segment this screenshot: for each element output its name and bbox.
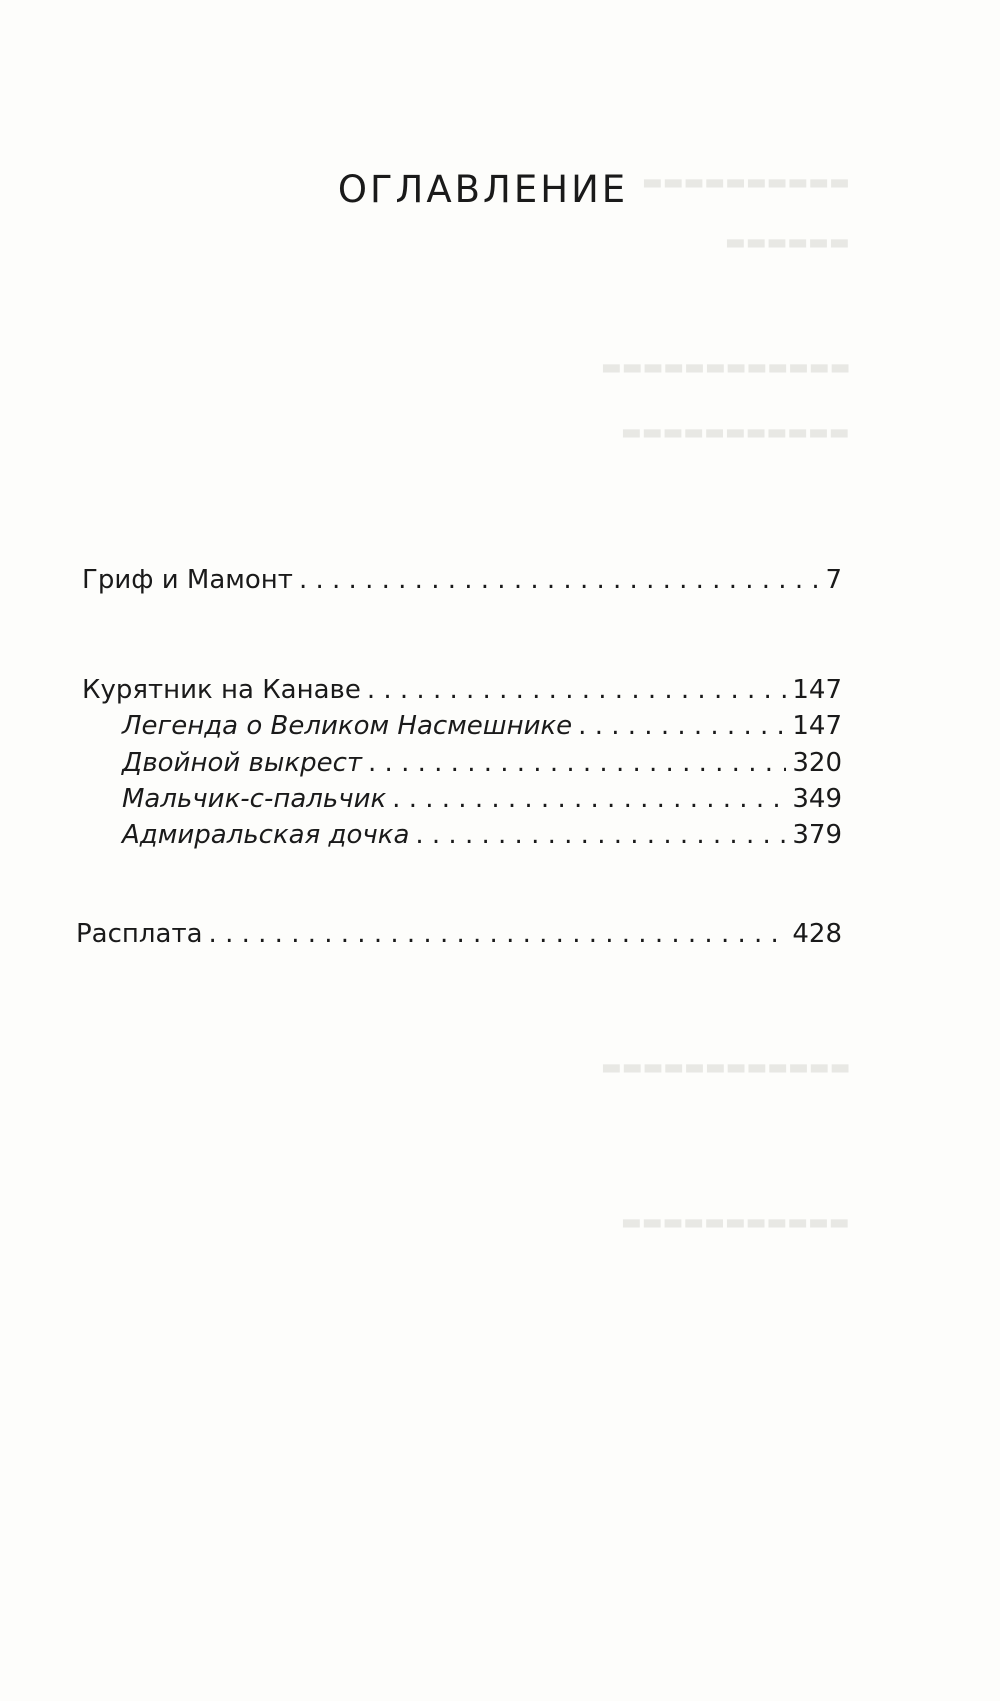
dot-leader xyxy=(367,670,787,710)
toc-entry-page: 428 xyxy=(792,919,842,949)
toc-entry-page: 320 xyxy=(792,748,842,778)
show-through-decoration: ▬▬▬▬▬▬▬▬▬▬▬▬ xyxy=(600,355,850,380)
toc-entry-page: 379 xyxy=(792,820,842,850)
toc-entry-title: Расплата xyxy=(76,919,203,949)
dot-leader xyxy=(209,914,787,954)
toc-entry-part-2[interactable] xyxy=(82,670,842,710)
toc-entry-title: Двойной выкрест xyxy=(122,748,363,778)
toc-entry-page: 147 xyxy=(792,675,842,705)
toc-entry-chapter-1[interactable] xyxy=(122,706,842,746)
toc-entry-page: 7 xyxy=(825,565,842,595)
dot-leader xyxy=(578,706,786,746)
toc-entry-title: Адмиральская дочка xyxy=(122,820,410,850)
toc-entry-page: 349 xyxy=(792,784,842,814)
dot-leader xyxy=(299,560,820,600)
toc-entry-title: Легенда о Великом Насмешнике xyxy=(122,711,573,741)
show-through-decoration: ▬▬▬▬▬▬▬▬▬▬▬ xyxy=(621,420,850,445)
show-through-decoration: ▬▬▬▬▬▬ xyxy=(725,230,850,255)
toc-entry-title: Курятник на Канаве xyxy=(82,675,361,705)
page-title: ОГЛАВЛЕНИЕ xyxy=(337,168,629,211)
dot-leader xyxy=(368,743,786,783)
toc-entry-chapter-4[interactable] xyxy=(122,815,842,855)
dot-leader xyxy=(392,779,786,819)
show-through-decoration: ▬▬▬▬▬▬▬▬▬▬▬▬ xyxy=(600,1055,850,1080)
toc-entry-part-3[interactable] xyxy=(76,914,842,954)
show-through-decoration: ▬▬▬▬▬▬▬▬▬▬ xyxy=(642,170,850,195)
toc-entry-part-1[interactable] xyxy=(82,560,842,600)
toc-entry-page: 147 xyxy=(792,711,842,741)
toc-entry-chapter-2[interactable] xyxy=(122,743,842,783)
toc-entry-chapter-3[interactable] xyxy=(122,779,842,819)
toc-entry-title: Мальчик-с-пальчик xyxy=(122,784,387,814)
toc-entry-title: Гриф и Мамонт xyxy=(82,565,293,595)
dot-leader xyxy=(415,815,786,855)
show-through-decoration: ▬▬▬▬▬▬▬▬▬▬▬ xyxy=(621,1210,850,1235)
